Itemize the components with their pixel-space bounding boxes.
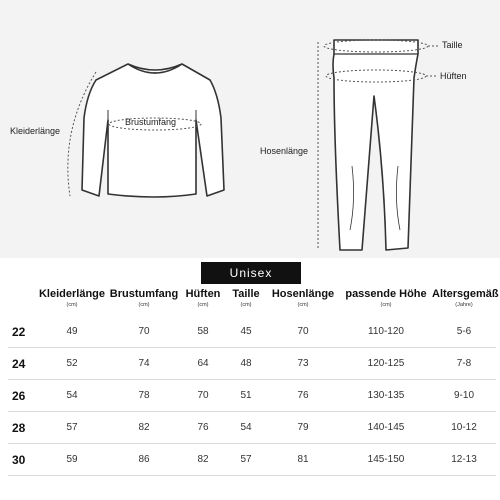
label-hueften: Hüften bbox=[440, 71, 467, 81]
table-cell: 58 bbox=[180, 316, 226, 348]
unit-cell: (cm) bbox=[380, 302, 392, 308]
header-size bbox=[8, 286, 36, 302]
table-cell: 130-135 bbox=[340, 380, 432, 412]
shirt-drawing bbox=[82, 64, 224, 197]
table-cell: 64 bbox=[180, 348, 226, 380]
header-taille: Taille bbox=[232, 288, 260, 300]
table-cell: 5-6 bbox=[432, 316, 496, 348]
table-cell: 54 bbox=[36, 380, 108, 412]
table-cell: 86 bbox=[108, 444, 180, 476]
table-cell: 51 bbox=[226, 380, 266, 412]
size-cell: 26 bbox=[8, 380, 36, 412]
table-cell: 78 bbox=[108, 380, 180, 412]
table-cell: 74 bbox=[108, 348, 180, 380]
table-cell: 79 bbox=[266, 412, 340, 444]
table-cell: 81 bbox=[266, 444, 340, 476]
table-cell: 73 bbox=[266, 348, 340, 380]
unit-cell: (cm) bbox=[197, 302, 209, 308]
table-cell: 70 bbox=[180, 380, 226, 412]
table-cell: 54 bbox=[226, 412, 266, 444]
unit-cell: (Jahre) bbox=[455, 302, 473, 308]
table-cell: 48 bbox=[226, 348, 266, 380]
header-hueften: Hüften bbox=[185, 288, 221, 300]
unit-cell bbox=[8, 302, 36, 316]
size-cell: 28 bbox=[8, 412, 36, 444]
table-cell: 57 bbox=[36, 412, 108, 444]
header-kleiderlaenge: Kleiderlänge bbox=[38, 288, 106, 300]
unit-cell: (cm) bbox=[297, 302, 309, 308]
table-cell: 140-145 bbox=[340, 412, 432, 444]
size-cell: 22 bbox=[8, 316, 36, 348]
header-passende-hoehe: passende Höhe bbox=[345, 288, 427, 300]
label-kleiderlaenge: Kleiderlänge bbox=[10, 126, 61, 136]
table-cell: 120-125 bbox=[340, 348, 432, 380]
size-table bbox=[8, 286, 499, 476]
header-hosenlaenge: Hosenlänge bbox=[271, 288, 335, 300]
table-cell: 45 bbox=[226, 316, 266, 348]
table-cell: 70 bbox=[266, 316, 340, 348]
table-cell: 82 bbox=[108, 412, 180, 444]
table-cell: 145-150 bbox=[340, 444, 432, 476]
table-cell: 110-120 bbox=[340, 316, 432, 348]
header-altersgemaess: Altersgemäß bbox=[432, 288, 499, 300]
header-brustumfang: Brustumfang bbox=[109, 288, 179, 300]
table-row bbox=[8, 348, 496, 380]
table-cell: 57 bbox=[226, 444, 266, 476]
label-brustumfang: Brustumfang bbox=[125, 117, 177, 127]
size-cell: 24 bbox=[8, 348, 36, 380]
table-cell: 12-13 bbox=[432, 444, 496, 476]
unit-row bbox=[8, 302, 496, 316]
table-cell: 70 bbox=[108, 316, 180, 348]
table-cell: 82 bbox=[180, 444, 226, 476]
table-cell: 9-10 bbox=[432, 380, 496, 412]
table-cell: 52 bbox=[36, 348, 108, 380]
table-cell: 10-12 bbox=[432, 412, 496, 444]
unisex-banner: Unisex bbox=[201, 262, 301, 284]
label-taille: Taille bbox=[442, 40, 463, 50]
table-row bbox=[8, 380, 496, 412]
unit-cell: (cm) bbox=[66, 302, 78, 308]
table-row bbox=[8, 412, 496, 444]
table-cell: 76 bbox=[266, 380, 340, 412]
size-cell: 30 bbox=[8, 444, 36, 476]
table-cell: 49 bbox=[36, 316, 108, 348]
header-row bbox=[8, 286, 496, 302]
unit-cell: (cm) bbox=[138, 302, 150, 308]
table-row bbox=[8, 316, 496, 348]
table-cell: 76 bbox=[180, 412, 226, 444]
table-cell: 59 bbox=[36, 444, 108, 476]
label-hosenlaenge: Hosenlänge bbox=[260, 146, 309, 156]
unit-cell: (cm) bbox=[240, 302, 252, 308]
table-cell: 7-8 bbox=[432, 348, 496, 380]
table-row bbox=[8, 444, 496, 476]
